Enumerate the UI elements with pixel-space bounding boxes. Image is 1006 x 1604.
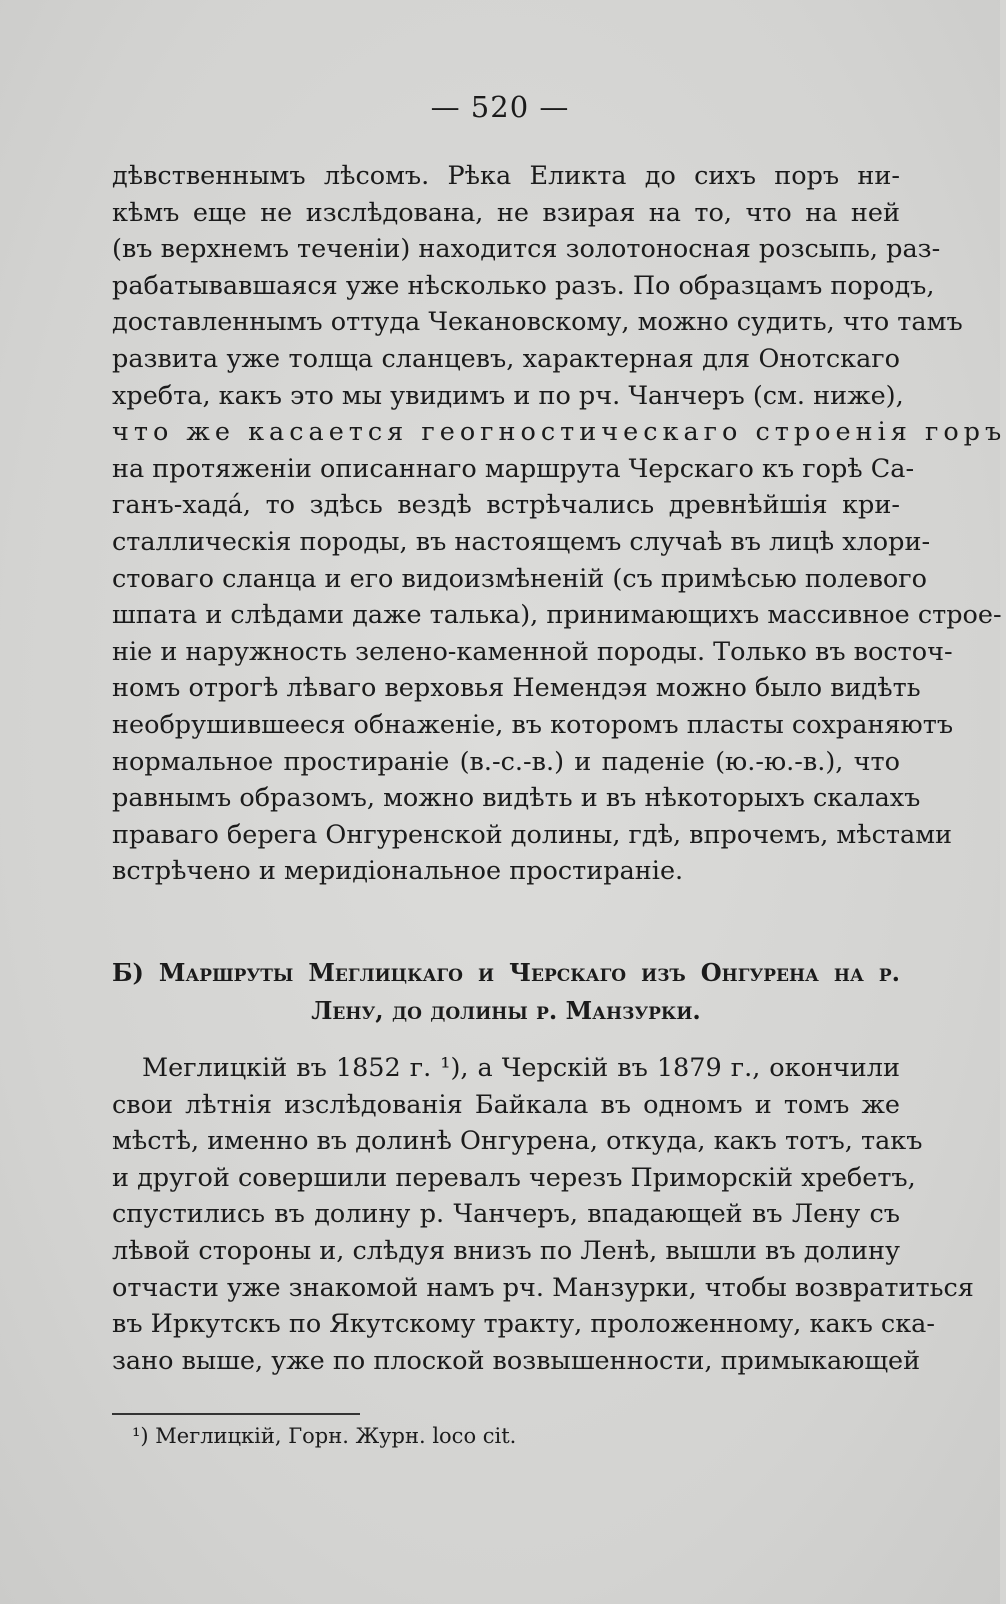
text-line: на протяженіи описаннаго маршрута Черскаго къ горѣ Са- (112, 453, 915, 484)
text-line: что же касается геогностическаго строенія горъ (112, 417, 1006, 448)
text-line: нормальное простираніе (в.-с.-в.) и паденіе (ю.-ю.-в.), что (112, 746, 900, 777)
text-line: хребта, какъ это мы увидимъ и по рч. Чанчеръ (см. ниже), (112, 380, 904, 411)
heading-line: Лену, до долины р. Манзурки. (311, 996, 701, 1025)
text-line: равнымъ образомъ, можно видѣть и въ нѣкоторыхъ скалахъ (112, 783, 921, 814)
footnote: ¹) Меглицкій, Горн. Журн. loco cit. (132, 1424, 517, 1448)
text-line: ганъ-хада́, то здѣсь вездѣ встрѣчались древнѣйшія кри- (112, 490, 900, 521)
text-line: въ Иркутскъ по Якутскому тракту, проложенному, какъ ска- (112, 1309, 935, 1340)
text-line: стоваго сланца и его видоизмѣненій (съ примѣсью полевого (112, 563, 927, 594)
page-number: — 520 — (430, 90, 570, 124)
section-heading (112, 954, 900, 1030)
text-line: (въ верхнемъ теченіи) находится золотоносная розсыпь, раз- (112, 234, 941, 265)
text-line: встрѣчено и меридіональное простираніе. (112, 856, 684, 887)
text-line: рабатывавшаяся уже нѣсколько разъ. По образцамъ породъ, (112, 270, 935, 301)
text-line: и другой совершили перевалъ черезъ Приморскій хребетъ, (112, 1162, 916, 1193)
text-line: ніе и наружность зелено-каменной породы. Только въ восточ- (112, 636, 953, 667)
text-line: сталлическія породы, въ настоящемъ случаѣ въ лицѣ хлори- (112, 526, 931, 557)
text-line: праваго берега Онгуренской долины, гдѣ, впрочемъ, мѣстами (112, 819, 953, 850)
paragraph-2 (112, 1050, 974, 1379)
text-line: доставленнымъ оттуда Чекановскому, можно судить, что тамъ (112, 307, 963, 338)
footnote-divider (112, 1413, 360, 1415)
text-line: спустились въ долину р. Чанчеръ, впадающей въ Лену съ (112, 1199, 900, 1230)
heading-line: Б) Маршруты Меглицкаго и Черскаго изъ Онгурена на р. (112, 958, 900, 987)
text-line: номъ отрогѣ лѣваго верховья Немендэя можно было видѣть (112, 673, 921, 704)
text-line: шпата и слѣдами даже талька), принимающихъ массивное строе- (112, 600, 1002, 631)
text-line: мѣстѣ, именно въ долинѣ Онгурена, откуда, какъ тотъ, такъ (112, 1126, 923, 1157)
text-line: Меглицкій въ 1852 г. ¹), а Черскій въ 1879 г., окончили (142, 1053, 900, 1083)
text-line: дѣвственнымъ лѣсомъ. Рѣка Еликта до сихъ поръ ни- (112, 161, 900, 191)
text-line: зано выше, уже по плоской возвышенности, примыкающей (112, 1345, 921, 1376)
text-line: отчасти уже знакомой намъ рч. Манзурки, чтобы возвратиться (112, 1272, 974, 1303)
text-line: необрушившееся обнаженіе, въ которомъ пласты сохраняютъ (112, 709, 954, 740)
text-line: лѣвой стороны и, слѣдуя внизъ по Ленѣ, вышли въ долину (112, 1235, 900, 1266)
text-line: развита уже толща сланцевъ, характерная для Онотскаго (112, 343, 900, 374)
text-line: свои лѣтнія изслѣдованія Байкала въ одномъ и томъ же (112, 1089, 900, 1120)
paragraph-1 (112, 158, 1006, 890)
text-line: кѣмъ еще не изслѣдована, не взирая на то, что на ней (112, 197, 900, 228)
